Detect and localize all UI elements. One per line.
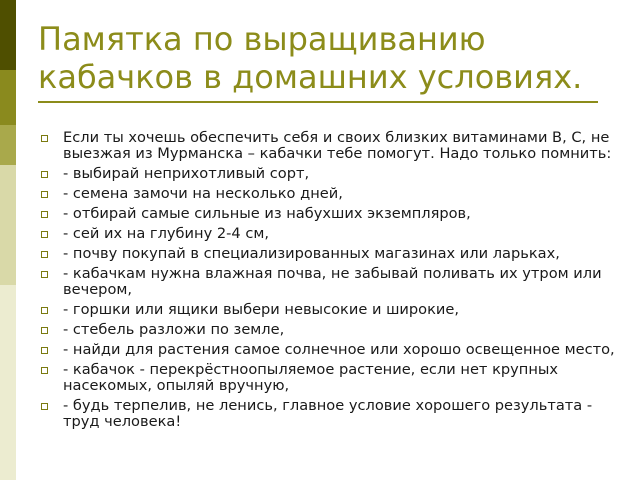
list-item [40, 362, 615, 394]
list-item-text: - почву покупай в специализированных магазинах или ларьках, [63, 245, 560, 262]
list-item [40, 186, 615, 202]
square-bullet-icon [41, 271, 48, 278]
list-item [40, 266, 615, 298]
square-bullet-icon [41, 231, 48, 238]
slide-title-line-2: кабачков в домашних условиях. [38, 58, 583, 96]
square-bullet-icon [41, 211, 48, 218]
list-item-text: - семена замочи на несколько дней, [63, 185, 343, 202]
list-item-text: - выбирай неприхотливый сорт, [63, 165, 310, 182]
square-bullet-icon [41, 251, 48, 258]
list-item-text: - кабачок - перекрёстноопыляемое растение, если нет крупных насекомых, опыляй вручную, [63, 361, 559, 394]
list-item [40, 398, 615, 430]
square-bullet-icon [41, 191, 48, 198]
side-bar-segment [0, 0, 16, 70]
slide-title [38, 20, 618, 96]
tips-list [40, 130, 615, 434]
list-item [40, 342, 615, 358]
list-item-text: - кабачкам нужна влажная почва, не забывай поливать их утром или вечером, [63, 265, 602, 298]
side-bar-segment [0, 125, 16, 165]
square-bullet-icon [41, 135, 48, 142]
list-item [40, 322, 615, 338]
list-item-text: - сей их на глубину 2-4 см, [63, 225, 269, 242]
side-bar-segment [0, 70, 16, 125]
list-item [40, 206, 615, 222]
side-bar-segment [0, 165, 16, 285]
square-bullet-icon [41, 367, 48, 374]
list-item-text: - горшки или ящики выбери невысокие и широкие, [63, 301, 460, 318]
list-item-text: Если ты хочешь обеспечить себя и своих близких витаминами В, С, не выезжая из Мурманска – кабачки тебе помогут. Надо только помнить: [63, 129, 612, 162]
square-bullet-icon [41, 347, 48, 354]
square-bullet-icon [41, 403, 48, 410]
list-item-text: - отбирай самые сильные из набухших экземпляров, [63, 205, 471, 222]
title-divider [38, 101, 598, 103]
square-bullet-icon [41, 171, 48, 178]
side-decoration-bar [0, 0, 16, 480]
list-item [40, 130, 615, 162]
list-item-text: - стебель разложи по земле, [63, 321, 285, 338]
square-bullet-icon [41, 327, 48, 334]
list-item-text: - найди для растения самое солнечное или хорошо освещенное место, [63, 341, 615, 358]
slide-title-line-1: Памятка по выращиванию [38, 20, 486, 58]
list-item-text: - будь терпелив, не ленись, главное условие хорошего результата - труд человека! [63, 397, 593, 430]
list-item [40, 302, 615, 318]
list-item [40, 166, 615, 182]
square-bullet-icon [41, 307, 48, 314]
list-item [40, 246, 615, 262]
side-bar-segment [0, 285, 16, 480]
list-item [40, 226, 615, 242]
